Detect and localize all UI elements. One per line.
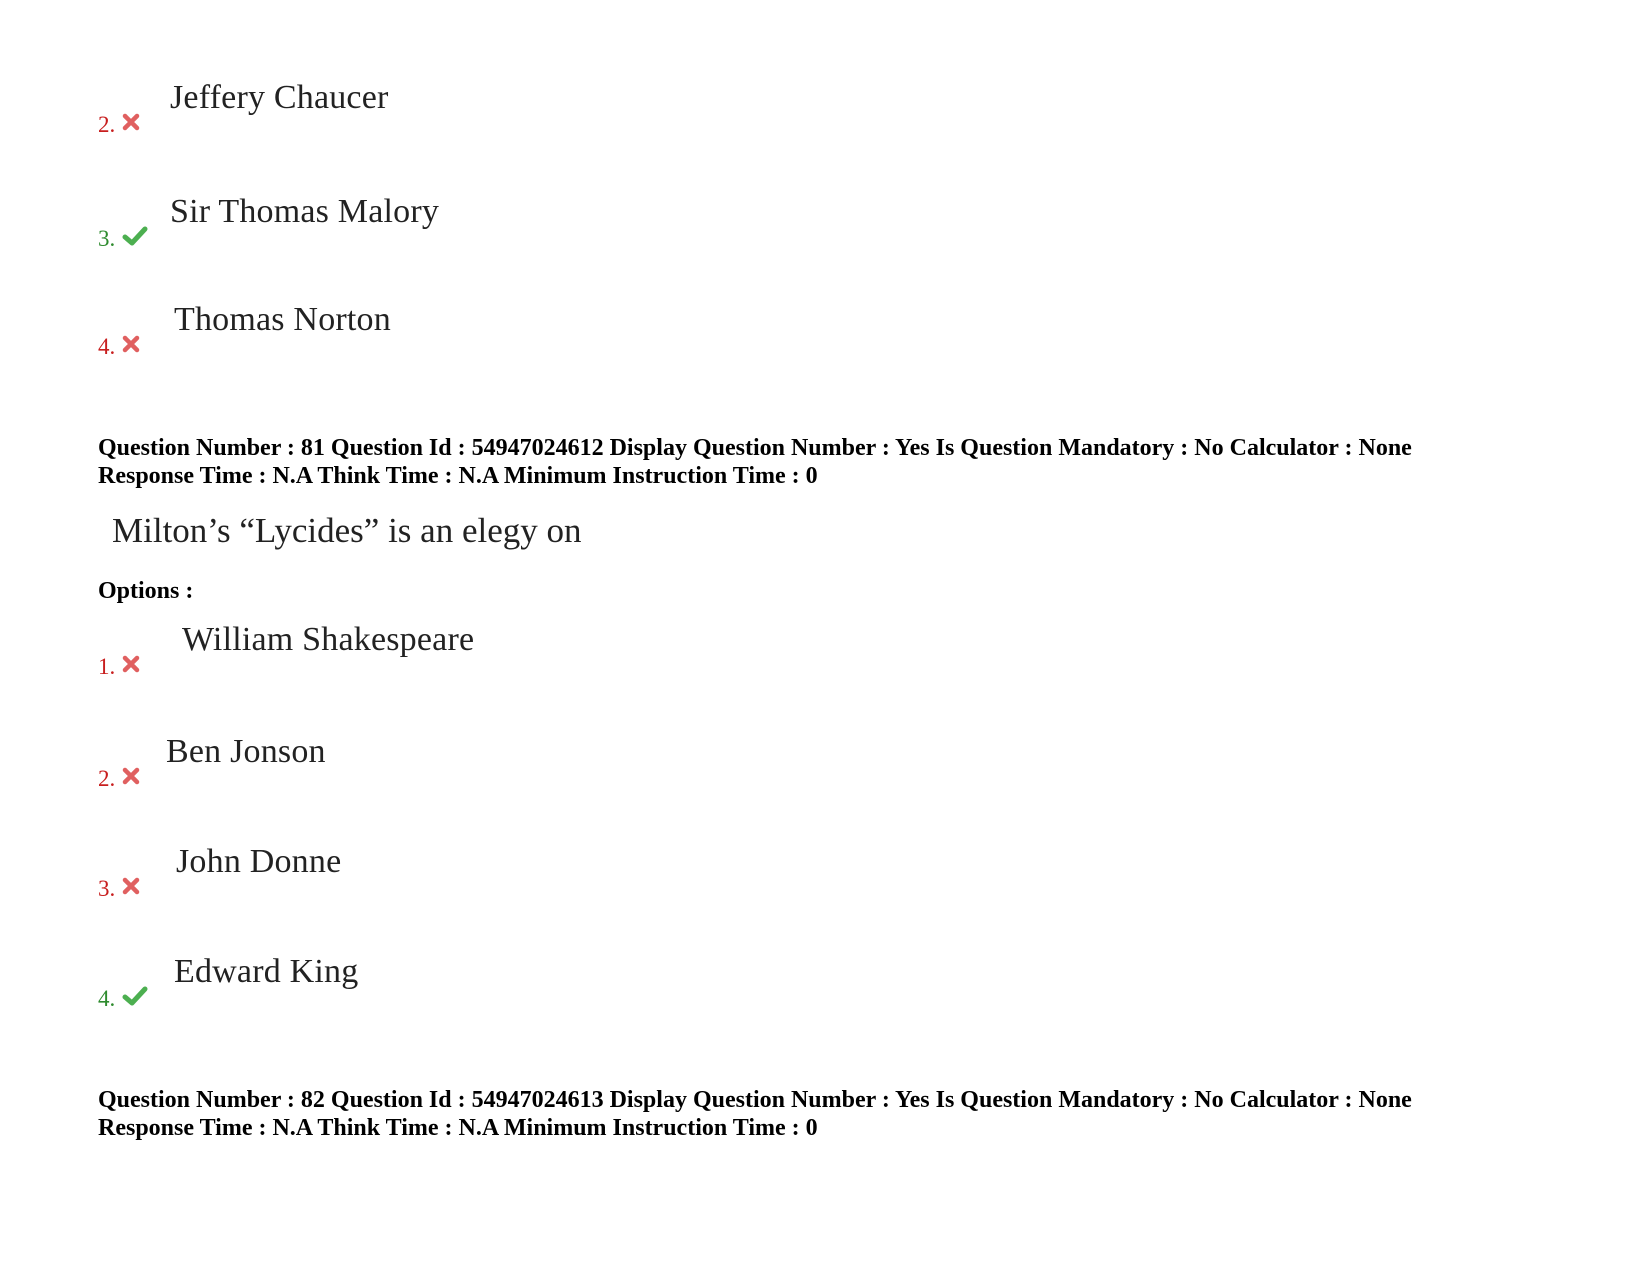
option-text: Thomas Norton <box>174 301 391 338</box>
option-number: 4. <box>98 334 116 359</box>
option-text: Edward King <box>174 953 359 990</box>
question-81-stem: Milton’s “Lycides” is an elegy on <box>112 511 582 550</box>
option-number: 4. <box>98 986 116 1011</box>
option-text: John Donne <box>176 843 342 880</box>
option-number: 1. <box>98 654 116 679</box>
question-82-meta-line-2: Response Time : N.A Think Time : N.A Minimum Instruction Time : 0 <box>98 1115 818 1141</box>
cross-icon <box>120 654 142 674</box>
check-icon <box>122 986 148 1006</box>
cross-icon <box>120 112 142 132</box>
option-text: Jeffery Chaucer <box>170 79 389 116</box>
option-number: 2. <box>98 766 116 791</box>
option-text: Sir Thomas Malory <box>170 193 440 230</box>
check-icon <box>122 226 148 246</box>
options-label: Options : <box>98 578 194 604</box>
q81-option-2 <box>98 732 698 792</box>
question-81-meta-line-2: Response Time : N.A Think Time : N.A Minimum Instruction Time : 0 <box>98 463 818 489</box>
question-81-meta-line-1: Question Number : 81 Question Id : 54947024612 Display Question Number : Yes Is Question Mandatory : No Calculator : None <box>98 435 1412 461</box>
q81-option-4 <box>98 952 698 1012</box>
question-82-meta-line-1: Question Number : 82 Question Id : 54947024613 Display Question Number : Yes Is Question Mandatory : No Calculator : None <box>98 1087 1412 1113</box>
prev-option-2 <box>98 78 698 138</box>
prev-option-3 <box>98 192 698 252</box>
option-number: 3. <box>98 876 116 901</box>
q81-option-1 <box>98 620 698 680</box>
q81-option-3 <box>98 842 698 902</box>
cross-icon <box>120 876 142 896</box>
option-text: Ben Jonson <box>166 733 326 770</box>
option-text: William Shakespeare <box>182 621 475 658</box>
cross-icon <box>120 334 142 354</box>
prev-option-4 <box>98 300 698 360</box>
option-number: 3. <box>98 226 116 251</box>
cross-icon <box>120 766 142 786</box>
option-number: 2. <box>98 112 116 137</box>
